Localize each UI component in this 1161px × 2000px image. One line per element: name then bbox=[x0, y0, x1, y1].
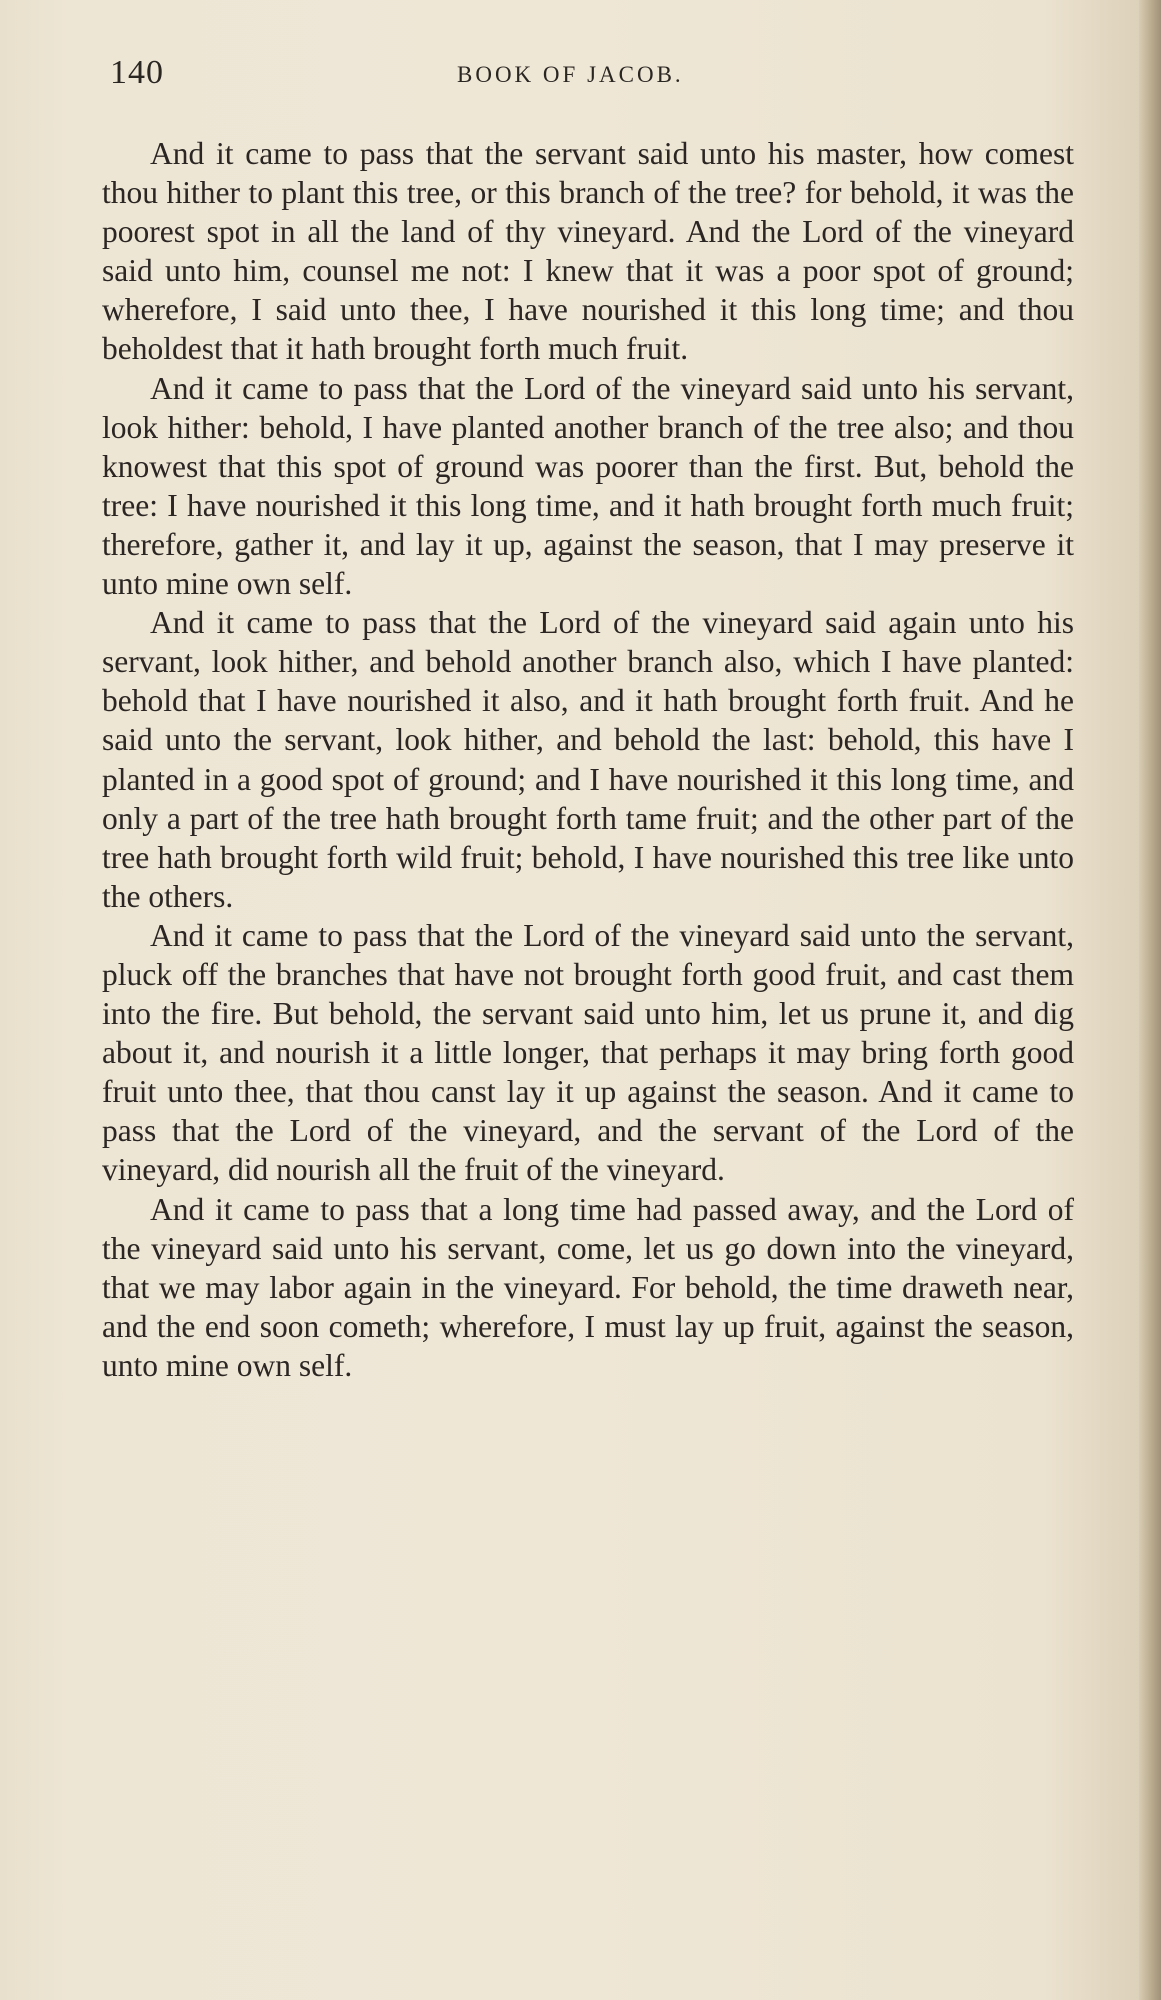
paragraph-2: And it came to pass that the Lord of the vineyard said unto his servant, look hither: behold, I have planted another branch of the tree also; and thou knowest that this spot of ground was poorer than the first. But, behold the tree: I have nourished it this long time, and it hath brought forth much fruit; therefore, gather it, and lay it up, against the season, that I may preserve it unto mine own self. bbox=[102, 370, 1074, 602]
page-header bbox=[110, 54, 1070, 104]
paragraph-5: And it came to pass that a long time had passed away, and the Lord of the vineyard said unto his servant, come, let us go down into the vineyard, that we may labor again in the vineyard. For behold, the time draweth near, and the end soon cometh; wherefore, I must lay up fruit, against the season, unto mine own self. bbox=[102, 1191, 1074, 1383]
page-edge bbox=[1139, 0, 1161, 2000]
paragraph-1: And it came to pass that the servant said unto his master, how comest thou hither to plant this tree, or this branch of the tree? for behold, it was the poorest spot in all the land of thy vineyard. And the Lord of the vineyard said unto him, counsel me not: I knew that it was a poor spot of ground; wherefore, I said unto thee, I have nourished it this long time; and thou beholdest that it hath brought forth much fruit. bbox=[102, 136, 1074, 367]
running-head: BOOK OF JACOB. bbox=[457, 62, 684, 87]
paragraph-3: And it came to pass that the Lord of the vineyard said again unto his servant, look hither, and behold another branch also, which I have planted: behold that I have nourished it also, and it hath brought forth fruit. And he said unto the servant, look hither, and behold the last: behold, this have I planted in a good spot of ground; and I have nourished it this long time, and only a part of the tree hath brought forth tame fruit; and the other part of the tree hath brought forth wild fruit; behold, I have nourished this tree like unto the others. bbox=[102, 605, 1074, 914]
body-text bbox=[102, 134, 1074, 1385]
paragraph-4: And it came to pass that the Lord of the vineyard said unto the servant, pluck off the branches that have not brought forth good fruit, and cast them into the fire. But behold, the servant said unto him, let us prune it, and dig about it, and nourish it a little longer, that perhaps it may bring forth good fruit unto thee, that thou canst lay it up against the season. And it came to pass that the Lord of the vineyard, and the servant of the Lord of the vineyard, did nourish all the fruit of the vineyard. bbox=[102, 917, 1074, 1188]
page-number: 140 bbox=[110, 54, 164, 91]
